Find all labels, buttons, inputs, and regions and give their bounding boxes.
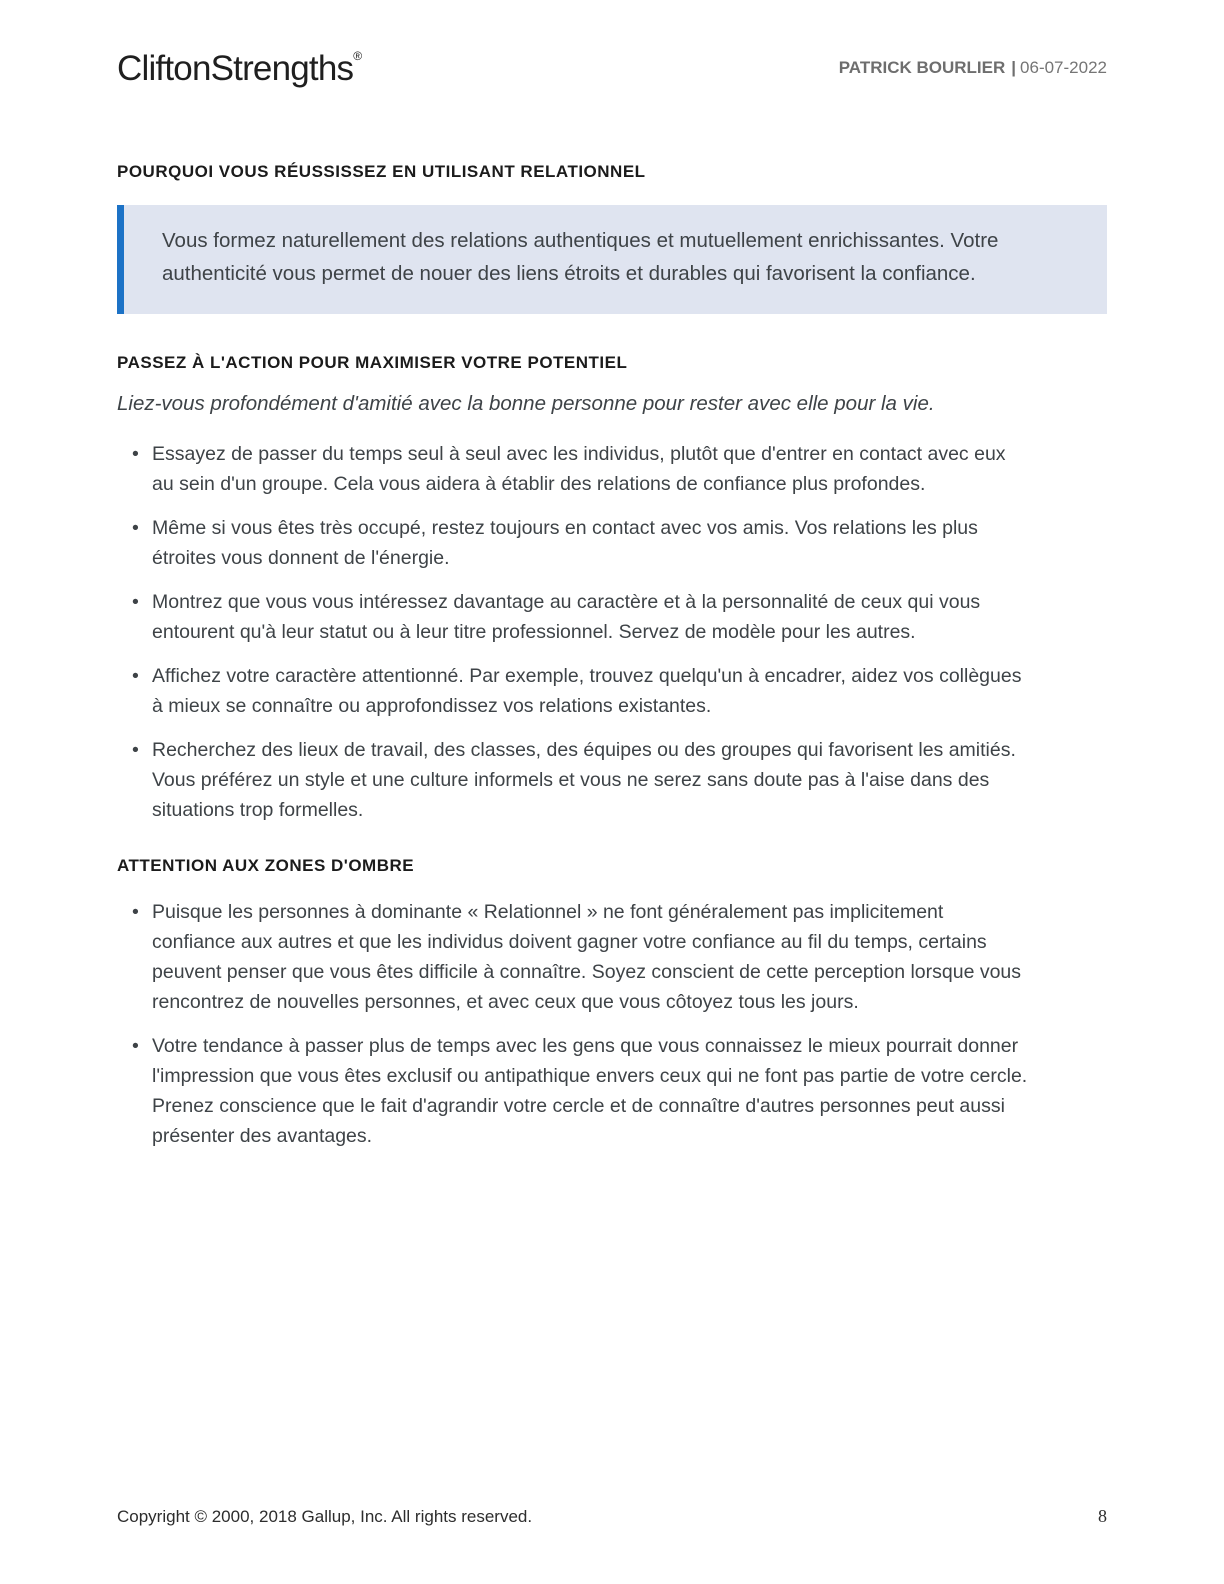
page-footer	[117, 1506, 1107, 1527]
copyright-notice: Copyright © 2000, 2018 Gallup, Inc. All rights reserved.	[117, 1507, 533, 1526]
bullet-item: • Affichez votre caractère attentionné. Par exemple, trouvez quelqu'un à encadrer, aidez vos collègues à mieux se connaître ou approfondissez vos relations existantes.	[117, 661, 1032, 721]
header-separator: |	[1011, 58, 1017, 77]
action-bullet-list	[117, 439, 1107, 825]
action-lead-sentence: Liez-vous profondément d'amitié avec la bonne personne pour rester avec elle pour la vie.	[117, 392, 935, 415]
bullet-item: • Puisque les personnes à dominante « Relationnel » ne font généralement pas implicitement confiance aux autres et que les individus doivent gagner votre confiance au fil du temps, certains peuvent penser que vous êtes difficile à connaître. Soyez conscient de cette perception lorsque vous rencontrez de nouvelles personnes, et avec ceux que vous côtoyez tous les jours.	[117, 897, 1032, 1017]
section-take-action	[117, 352, 1107, 825]
section-heading-action: PASSEZ À L'ACTION POUR MAXIMISER VOTRE POTENTIEL	[117, 352, 628, 372]
report-date: 06-07-2022	[1020, 58, 1107, 77]
registered-trademark-symbol: ®	[353, 49, 363, 63]
main-content	[117, 161, 1107, 1151]
quote-text: Vous formez naturellement des relations authentiques et mutuellement enrichissantes. Votre authenticité vous permet de nouer des liens étroits et durables qui favorisent la confiance.	[162, 228, 999, 285]
section-heading-why: POURQUOI VOUS RÉUSSISSEZ EN UTILISANT RELATIONNEL	[117, 161, 646, 181]
section-heading-blindspots: ATTENTION AUX ZONES D'OMBRE	[117, 855, 415, 875]
logo-text: CliftonStrengths	[117, 49, 354, 88]
bullet-item: • Essayez de passer du temps seul à seul avec les individus, plutôt que d'entrer en contact avec eux au sein d'un groupe. Cela vous aidera à établir des relations de confiance plus profondes.	[117, 439, 1032, 499]
person-name: PATRICK BOURLIER	[838, 58, 1006, 77]
bullet-item: • Même si vous êtes très occupé, restez toujours en contact avec vos amis. Vos relations les plus étroites vous donnent de l'énergie.	[117, 513, 1032, 573]
blindspot-bullet-list	[117, 897, 1107, 1151]
page-header	[117, 0, 1107, 89]
page-number: 8	[1098, 1506, 1107, 1526]
bullet-item: • Recherchez des lieux de travail, des classes, des équipes ou des groupes qui favorisent les amitiés. Vous préférez un style et une culture informels et vous ne serez sans doute pas à l'aise dans des situations trop formelles.	[117, 735, 1032, 825]
bullet-item: • Votre tendance à passer plus de temps avec les gens que vous connaissez le mieux pourrait donner l'impression que vous êtes exclusif ou antipathique envers ceux qui ne font pas partie de votre cercle. Prenez conscience que le fait d'agrandir votre cercle et de connaître d'autres personnes peut aussi présenter des avantages.	[117, 1031, 1032, 1151]
quote-box	[117, 205, 1107, 314]
header-meta	[839, 58, 1107, 78]
section-why-you-succeed	[117, 161, 1107, 314]
section-blind-spots	[117, 855, 1107, 1151]
bullet-item: • Montrez que vous vous intéressez davantage au caractère et à la personnalité de ceux qui vous entourent qu'à leur statut ou à leur titre professionnel. Servez de modèle pour les autres.	[117, 587, 1032, 647]
cliftonstrengths-logo	[117, 50, 362, 89]
